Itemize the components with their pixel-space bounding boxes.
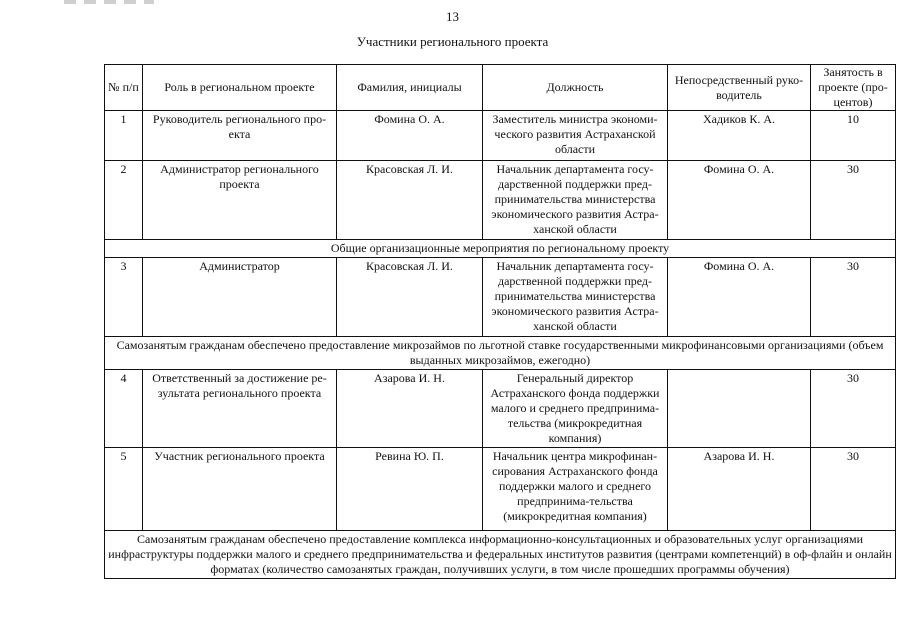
cell-name: Ревина Ю. П. (337, 448, 483, 531)
cell-name: Азарова И. Н. (337, 370, 483, 448)
cell-name: Красовская Л. И. (337, 161, 483, 240)
header-position: Должность (483, 65, 668, 111)
cell-num: 4 (105, 370, 143, 448)
cell-role: Ответственный за достижение ре-зультата регионального проекта (143, 370, 337, 448)
cell-role: Администратор регионального проекта (143, 161, 337, 240)
cell-role: Руководитель регионального про-екта (143, 111, 337, 161)
cell-position: Заместитель министра экономи-ческого развития Астраханской области (483, 111, 668, 161)
table-row (105, 370, 896, 448)
document-title: Участники регионального проекта (356, 34, 549, 49)
table-row (105, 258, 896, 337)
table-row (105, 448, 896, 531)
table-header (105, 65, 896, 111)
section-general: Общие организационные мероприятия по региональному проекту (105, 240, 896, 258)
section-microloans: Самозанятым гражданам обеспечено предоставление микрозаймов по льготной ставке государственными микрофинансовыми организациями (объем выданных микрозаймов, ежегодно) (105, 337, 896, 370)
section-row (105, 337, 896, 370)
cell-employment: 30 (811, 370, 896, 448)
header-name: Фамилия, инициалы (337, 65, 483, 111)
header-row (105, 65, 896, 111)
header-num: № п/п (105, 65, 143, 111)
cell-num: 2 (105, 161, 143, 240)
cell-num: 5 (105, 448, 143, 531)
table-row (105, 111, 896, 161)
cell-supervisor (668, 370, 811, 448)
cell-supervisor: Фомина О. А. (668, 161, 811, 240)
header-role: Роль в региональном проекте (143, 65, 337, 111)
cell-role: Администратор (143, 258, 337, 337)
cell-position: Начальник департамента госу-дарственной поддержки пред-принимательства министерства экономического развития Астра-ханской области (483, 161, 668, 240)
header-employment: Занятость в проекте (про-центов) (811, 65, 896, 111)
table-row (105, 161, 896, 240)
cell-position: Генеральный директор Астраханского фонда поддержки малого и среднего предпринима-тельства (микрокредитная компания) (483, 370, 668, 448)
scan-artifact (64, 0, 154, 4)
section-row (105, 240, 896, 258)
cell-employment: 30 (811, 258, 896, 337)
cell-num: 1 (105, 111, 143, 161)
cell-supervisor: Азарова И. Н. (668, 448, 811, 531)
section-services: Самозанятым гражданам обеспечено предоставление комплекса информационно-консультационных и образовательных услуг организациями инфраструктуры поддержки малого и среднего предпринимательства и федеральных институтов развития (центрами компетенций) в оф-флайн и онлайн форматах (количество самозанятых граждан, получивших услуги, в том числе прошедших программы обучения) (105, 531, 896, 579)
cell-employment: 10 (811, 111, 896, 161)
cell-employment: 30 (811, 161, 896, 240)
cell-employment: 30 (811, 448, 896, 531)
cell-name: Красовская Л. И. (337, 258, 483, 337)
cell-num: 3 (105, 258, 143, 337)
cell-position: Начальник центра микрофинан-сирования Астраханского фонда поддержки малого и среднего предпринима-тельства (микрокредитная компания) (483, 448, 668, 531)
section-row (105, 531, 896, 579)
cell-supervisor: Хадиков К. А. (668, 111, 811, 161)
cell-name: Фомина О. А. (337, 111, 483, 161)
participants-table (104, 64, 896, 579)
cell-position: Начальник департамента госу-дарственной поддержки пред-принимательства министерства экономического развития Астра-ханской области (483, 258, 668, 337)
header-supervisor: Непосредственный руко-водитель (668, 65, 811, 111)
page-number: 13 (446, 9, 459, 24)
cell-role: Участник регионального проекта (143, 448, 337, 531)
cell-supervisor: Фомина О. А. (668, 258, 811, 337)
